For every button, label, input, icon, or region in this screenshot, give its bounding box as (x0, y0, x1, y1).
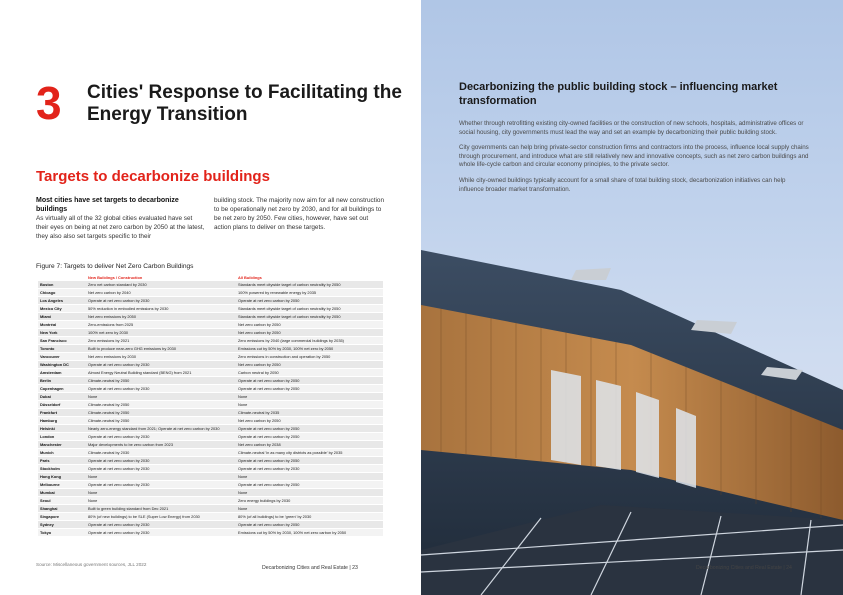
city-cell: New York (38, 329, 86, 337)
all-buildings-cell: None (236, 489, 383, 497)
table-row (38, 473, 383, 481)
city-cell: Washington DC (38, 361, 86, 369)
table-row (38, 345, 383, 353)
all-buildings-cell: Standards meet citywide target of carbon neutrality by 2050 (236, 305, 383, 313)
city-cell: Frankfurt (38, 409, 86, 417)
all-buildings-cell: Operate at net zero carbon by 2050 (236, 377, 383, 385)
table-row (38, 457, 383, 465)
new-buildings-cell: 80% (of new buildings) to be SLE (Super Low Energy) from 2030 (86, 513, 236, 521)
all-buildings-cell: None (236, 505, 383, 513)
table-row (38, 353, 383, 361)
table-row (38, 377, 383, 385)
all-buildings-cell: Zero emissions by 2040 (large commercial buildings by 2035) (236, 337, 383, 345)
city-cell: San Francisco (38, 337, 86, 345)
targets-table (38, 274, 383, 537)
city-cell: Munich (38, 449, 86, 457)
paragraph: Whether through retrofitting existing city-owned facilities or the construction of new schools, hospitals, administrative offices or social housing, city governments must lead the way and set an example by decarbonizing their public building stock. (459, 120, 804, 136)
all-buildings-cell: Net zero carbon by 2038 (236, 441, 383, 449)
table-row (38, 417, 383, 425)
all-buildings-cell: Operate at net zero carbon by 2050 (236, 433, 383, 441)
city-cell: Tokyo (38, 529, 86, 537)
new-buildings-cell: Operate at net zero carbon by 2030 (86, 529, 236, 537)
all-buildings-cell: Operate at net zero carbon by 2050 (236, 481, 383, 489)
table-row (38, 433, 383, 441)
all-buildings-cell: Operate at net zero carbon by 2050 (236, 457, 383, 465)
all-buildings-cell: Net zero carbon by 2050 (236, 321, 383, 329)
city-cell: Toronto (38, 345, 86, 353)
new-buildings-cell: None (86, 489, 236, 497)
all-buildings-cell: Net zero carbon by 2050 (236, 417, 383, 425)
new-buildings-cell: Almost Energy Neutral Building standard (BENG) from 2021 (86, 369, 236, 377)
new-buildings-cell: Operate at net zero carbon by 2030 (86, 457, 236, 465)
new-buildings-cell: Operate at net zero carbon by 2030 (86, 385, 236, 393)
right-page-title: Decarbonizing the public building stock – influencing market transformation (459, 81, 778, 107)
paragraph: City governments can help bring private-sector construction firms and contractors into the process, influence local supply chains through procurement, and introduce what are still relatively new and innovative concepts, such as net zero carbon buildings and whole life-cycle carbon and circular economy principles, to the private sector. (459, 144, 809, 169)
city-cell: Berlin (38, 377, 86, 385)
table-row (38, 329, 383, 337)
city-cell: Seoul (38, 497, 86, 505)
all-buildings-cell: None (236, 473, 383, 481)
new-buildings-cell: None (86, 497, 236, 505)
all-buildings-cell: Standards meet citywide target of carbon neutrality by 2050 (236, 313, 383, 321)
source-note: Source: Miscellaneous government sources, JLL 2022 (36, 562, 147, 567)
all-buildings-cell: Climate-neutral 'in as many city districts as possible' by 2035 (236, 449, 383, 457)
table-header-all-buildings: All Buildings (238, 274, 262, 280)
city-cell: Melbourne (38, 481, 86, 489)
chapter-title: Cities' Response to Facilitating the Energy Transition (87, 82, 402, 125)
all-buildings-cell: 100% powered by renewable energy by 2035 (236, 289, 383, 297)
all-buildings-cell: Operate at net zero carbon by 2030 (236, 465, 383, 473)
new-buildings-cell: 50% reduction in embodied emissions by 2030 (86, 305, 236, 313)
table-row (38, 505, 383, 513)
building-photo (421, 250, 843, 595)
body-column-1 (36, 196, 206, 241)
paragraph: While city-owned buildings typically account for a small share of total building stock, decarbonization initiatives can help influence broader market transformation. (459, 176, 786, 193)
new-buildings-cell: 100% net zero by 2030 (86, 329, 236, 337)
city-cell: Hamburg (38, 417, 86, 425)
new-buildings-cell: Built to green building standard from Dec 2021 (86, 505, 236, 513)
table-row (38, 449, 383, 457)
left-page (0, 0, 421, 595)
city-cell: Helsinki (38, 425, 86, 433)
all-buildings-cell: Operate at net zero carbon by 2050 (236, 425, 383, 433)
city-cell: Hong Kong (38, 473, 86, 481)
new-buildings-cell: Climate-neutral by 2050 (86, 377, 236, 385)
table-row (38, 521, 383, 529)
table-row (38, 297, 383, 305)
new-buildings-cell: Operate at net zero carbon by 2030 (86, 465, 236, 473)
table-row (38, 489, 383, 497)
new-buildings-cell: Operate at net zero carbon by 2030 (86, 297, 236, 305)
city-cell: Singapore (38, 513, 86, 521)
subheading: Most cities have set targets to decarbonize buildings (36, 197, 179, 213)
table-row (38, 385, 383, 393)
new-buildings-cell: Net zero carbon by 2040 (86, 289, 236, 297)
table-row (38, 305, 383, 313)
new-buildings-cell: Operate at net zero carbon by 2030 (86, 361, 236, 369)
new-buildings-cell: None (86, 393, 236, 401)
chapter-number: 3 (36, 77, 62, 129)
table-row (38, 513, 383, 521)
table-row (38, 497, 383, 505)
new-buildings-cell: Net zero emissions by 2030 (86, 353, 236, 361)
table-row (38, 481, 383, 489)
table-row (38, 393, 383, 401)
new-buildings-cell: Climate-neutral by 2050 (86, 401, 236, 409)
all-buildings-cell: Emissions cut by 50% by 2030, 100% net zero by 2050 (236, 345, 383, 353)
new-buildings-cell: Operate at net zero carbon by 2030 (86, 521, 236, 529)
table-row (38, 321, 383, 329)
section-title: Targets to decarbonize buildings (36, 168, 270, 185)
table-row (38, 401, 383, 409)
all-buildings-cell: Zero emissions in construction and operation by 2050 (236, 353, 383, 361)
all-buildings-cell: Net zero carbon by 2050 (236, 329, 383, 337)
all-buildings-cell: None (236, 401, 383, 409)
city-cell: Montréal (38, 321, 86, 329)
all-buildings-cell: Zero energy buildings by 2030 (236, 497, 383, 505)
table-row (38, 441, 383, 449)
body-text-1: As virtually all of the 32 global cities evaluated have set their eyes on being at net zero carbon by 2050 at the latest, they also also set targets specific to their (36, 215, 205, 240)
new-buildings-cell: Climate-neutral by 2050 (86, 409, 236, 417)
table-row (38, 361, 383, 369)
right-page-body (459, 120, 809, 201)
table-header-city (38, 274, 86, 281)
all-buildings-cell: Climate-neutral by 2035 (236, 409, 383, 417)
figure-title: Figure 7: Targets to deliver Net Zero Carbon Buildings (36, 263, 194, 270)
all-buildings-cell: Emissions cut by 50% by 2030, 100% net zero carbon by 2050 (236, 529, 383, 537)
table-header-new-buildings: New Buildings / Construction (88, 274, 143, 280)
new-buildings-cell: Operate at net zero carbon by 2030 (86, 481, 236, 489)
table-row (38, 425, 383, 433)
city-cell: Copenhagen (38, 385, 86, 393)
new-buildings-cell: Net zero emissions by 2050 (86, 313, 236, 321)
page-footer-right: Decarbonizing Cities and Real Estate | 24 (696, 565, 792, 571)
table-row (38, 465, 383, 473)
city-cell: Boston (38, 281, 86, 289)
table-row (38, 529, 383, 537)
new-buildings-cell: Major developments to be zero carbon from 2023 (86, 441, 236, 449)
all-buildings-cell: 80% (of all buildings) to be 'green' by 2030 (236, 513, 383, 521)
city-cell: Mexico City (38, 305, 86, 313)
all-buildings-cell: Operate at net zero carbon by 2050 (236, 385, 383, 393)
city-cell: Chicago (38, 289, 86, 297)
all-buildings-cell: Carbon neutral by 2050 (236, 369, 383, 377)
table-row (38, 313, 383, 321)
table-row (38, 369, 383, 377)
city-cell: Shanghai (38, 505, 86, 513)
all-buildings-cell: Operate at net zero carbon by 2050 (236, 521, 383, 529)
city-cell: Mumbai (38, 489, 86, 497)
body-column-2: building stock. The majority now aim for all new construction to be operationally net zero by 2030, and for all buildings to be net zero by 2050. Few cities, however, have set out action plans to deliver on these targets. (214, 197, 385, 231)
city-cell: Miami (38, 313, 86, 321)
city-cell: Sydney (38, 521, 86, 529)
table-row (38, 337, 383, 345)
page-footer-left: Decarbonizing Cities and Real Estate | 23 (262, 565, 358, 571)
new-buildings-cell: Operate at net zero carbon by 2030 (86, 433, 236, 441)
new-buildings-cell: Climate-neutral by 2030 (86, 449, 236, 457)
new-buildings-cell: Nearly zero-energy standard from 2021; Operate at net zero carbon by 2030 (86, 425, 236, 433)
all-buildings-cell: Operate at net zero carbon by 2050 (236, 297, 383, 305)
new-buildings-cell: Climate-neutral by 2050 (86, 417, 236, 425)
city-cell: Los Angeles (38, 297, 86, 305)
table-row (38, 409, 383, 417)
new-buildings-cell: Built to produce near-zero GHG emissions by 2030 (86, 345, 236, 353)
right-page (421, 0, 843, 595)
city-cell: Stockholm (38, 465, 86, 473)
city-cell: Manchester (38, 441, 86, 449)
all-buildings-cell: None (236, 393, 383, 401)
new-buildings-cell: Zero-emissions from 2025 (86, 321, 236, 329)
all-buildings-cell: Net zero carbon by 2050 (236, 361, 383, 369)
table-row (38, 281, 383, 289)
city-cell: Düsseldorf (38, 401, 86, 409)
city-cell: Paris (38, 457, 86, 465)
city-cell: London (38, 433, 86, 441)
all-buildings-cell: Standards meet citywide target of carbon neutrality by 2050 (236, 281, 383, 289)
new-buildings-cell: Zero net carbon standard by 2030 (86, 281, 236, 289)
table-row (38, 289, 383, 297)
city-cell: Amsterdam (38, 369, 86, 377)
table-header-row (38, 274, 383, 281)
new-buildings-cell: None (86, 473, 236, 481)
new-buildings-cell: Zero emissions by 2021 (86, 337, 236, 345)
city-cell: Dubai (38, 393, 86, 401)
city-cell: Vancouver (38, 353, 86, 361)
